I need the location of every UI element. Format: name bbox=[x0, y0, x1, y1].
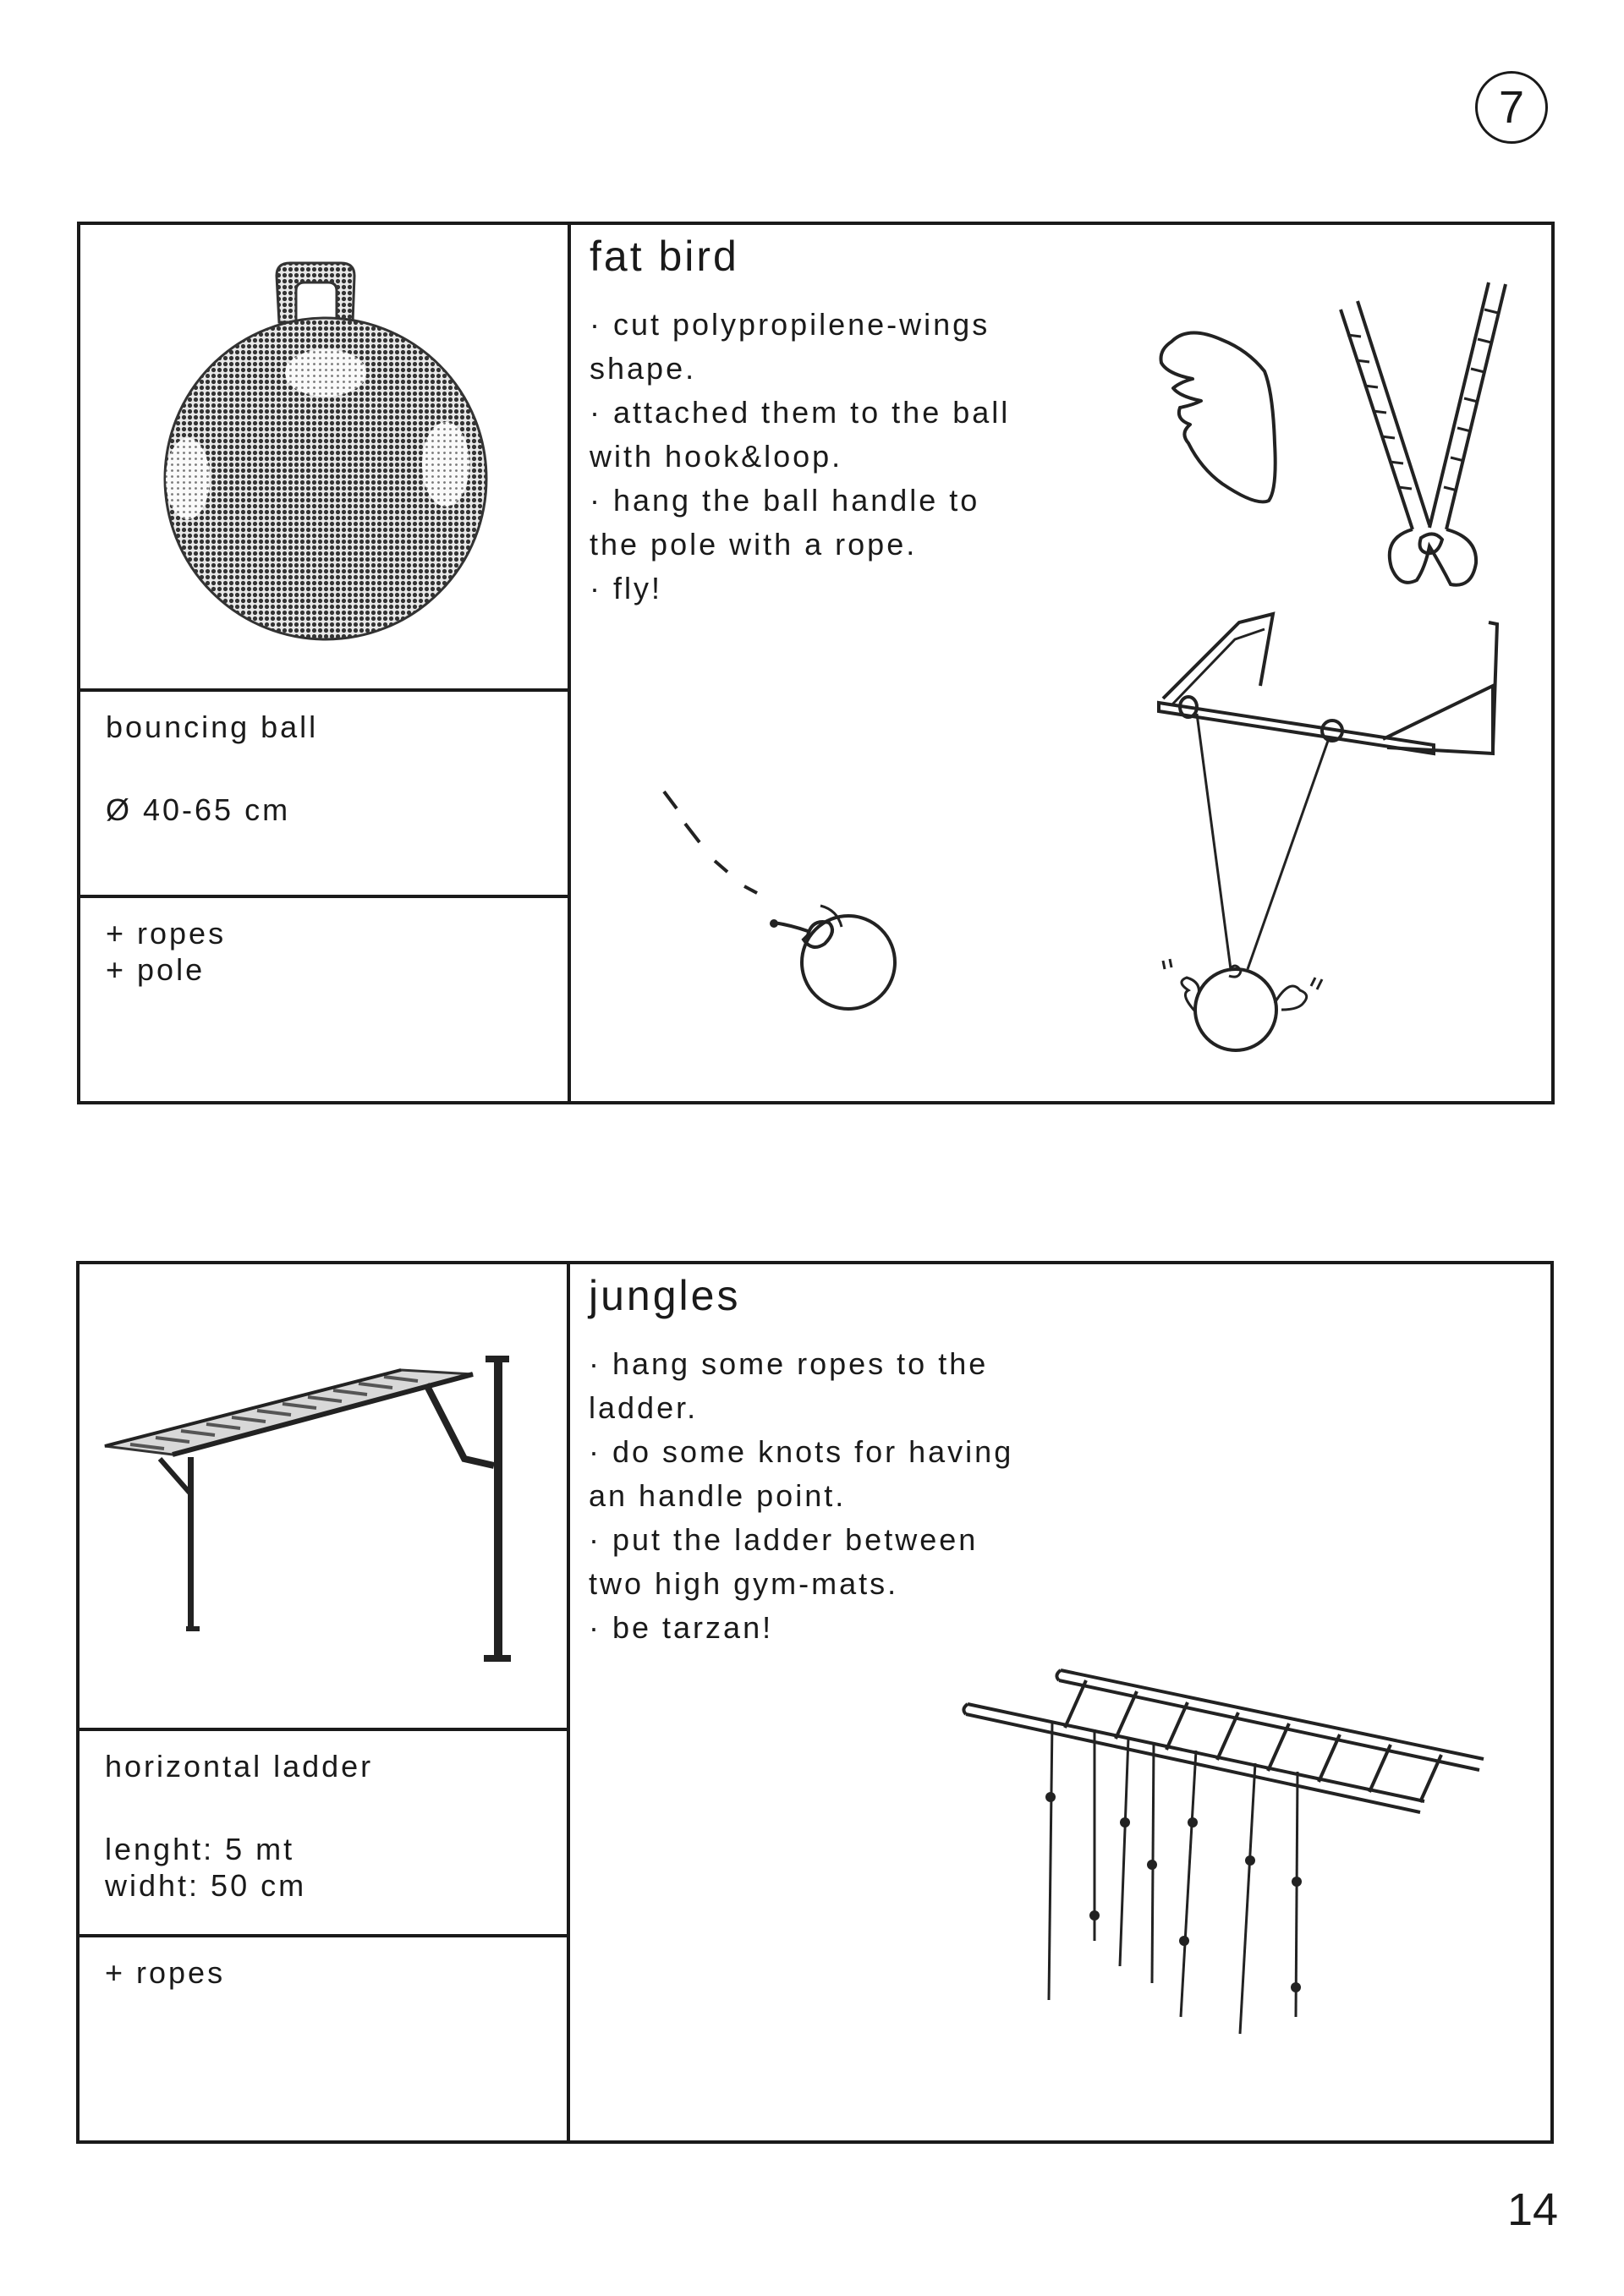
bouncing-ball-photo bbox=[80, 225, 568, 688]
instruction-line: · fly! bbox=[590, 571, 662, 606]
wing-sketch bbox=[1155, 325, 1281, 519]
extra-item: + ropes bbox=[105, 1955, 226, 1990]
activity-content bbox=[570, 1264, 1550, 2140]
activity-card-fat-bird bbox=[77, 222, 1555, 1104]
instruction-line: · attached them to the ball bbox=[590, 395, 1011, 430]
equipment-photo-cell bbox=[80, 1264, 567, 1731]
section-number-badge: 7 bbox=[1475, 71, 1548, 144]
ladder-ropes-sketch bbox=[959, 1662, 1501, 2059]
instruction-line: ladder. bbox=[589, 1390, 699, 1425]
equipment-size: Ø 40-65 cm bbox=[106, 792, 291, 827]
page-number: 14 bbox=[1507, 2184, 1559, 2235]
equipment-size: lenght: 5 mt bbox=[105, 1832, 295, 1866]
instruction-line: · be tarzan! bbox=[589, 1610, 774, 1645]
activity-title: fat bird bbox=[590, 233, 739, 280]
extra-item: + ropes bbox=[106, 916, 227, 951]
equipment-spec-cell bbox=[80, 1731, 567, 1937]
instruction-list bbox=[589, 1342, 1013, 1650]
equipment-column bbox=[80, 1264, 570, 2140]
equipment-name: bouncing ball bbox=[106, 710, 319, 744]
equipment-extras-cell bbox=[80, 1937, 567, 2140]
instruction-line: · do some knots for having bbox=[589, 1434, 1014, 1469]
activity-title: jungles bbox=[589, 1272, 741, 1319]
instruction-list bbox=[590, 303, 1010, 611]
extra-item: + pole bbox=[106, 952, 206, 987]
equipment-size: widht: 50 cm bbox=[105, 1868, 307, 1903]
instruction-line: with hook&loop. bbox=[590, 439, 843, 474]
activity-card-jungles bbox=[76, 1261, 1554, 2144]
instruction-line: · hang some ropes to the bbox=[589, 1346, 989, 1381]
swing-ball-sketch bbox=[647, 783, 935, 1062]
instruction-line: two high gym-mats. bbox=[589, 1566, 899, 1601]
instruction-line: · cut polypropilene-wings bbox=[590, 307, 990, 342]
equipment-spec-cell bbox=[80, 692, 568, 898]
equipment-name: horizontal ladder bbox=[105, 1749, 374, 1784]
equipment-column bbox=[80, 225, 571, 1101]
rope-loop-sketch bbox=[1332, 276, 1518, 614]
equipment-extras-cell bbox=[80, 898, 568, 1101]
instruction-line: · put the ladder between bbox=[589, 1522, 979, 1557]
equipment-photo-cell bbox=[80, 225, 568, 692]
instruction-line: an handle point. bbox=[589, 1478, 847, 1513]
instruction-line: shape. bbox=[590, 351, 697, 386]
instruction-line: the pole with a rope. bbox=[590, 527, 918, 562]
instruction-line: · hang the ball handle to bbox=[590, 483, 980, 518]
activity-content bbox=[571, 225, 1551, 1101]
horizontal-ladder-photo bbox=[80, 1264, 567, 1728]
pole-rig-sketch bbox=[1155, 606, 1535, 1079]
